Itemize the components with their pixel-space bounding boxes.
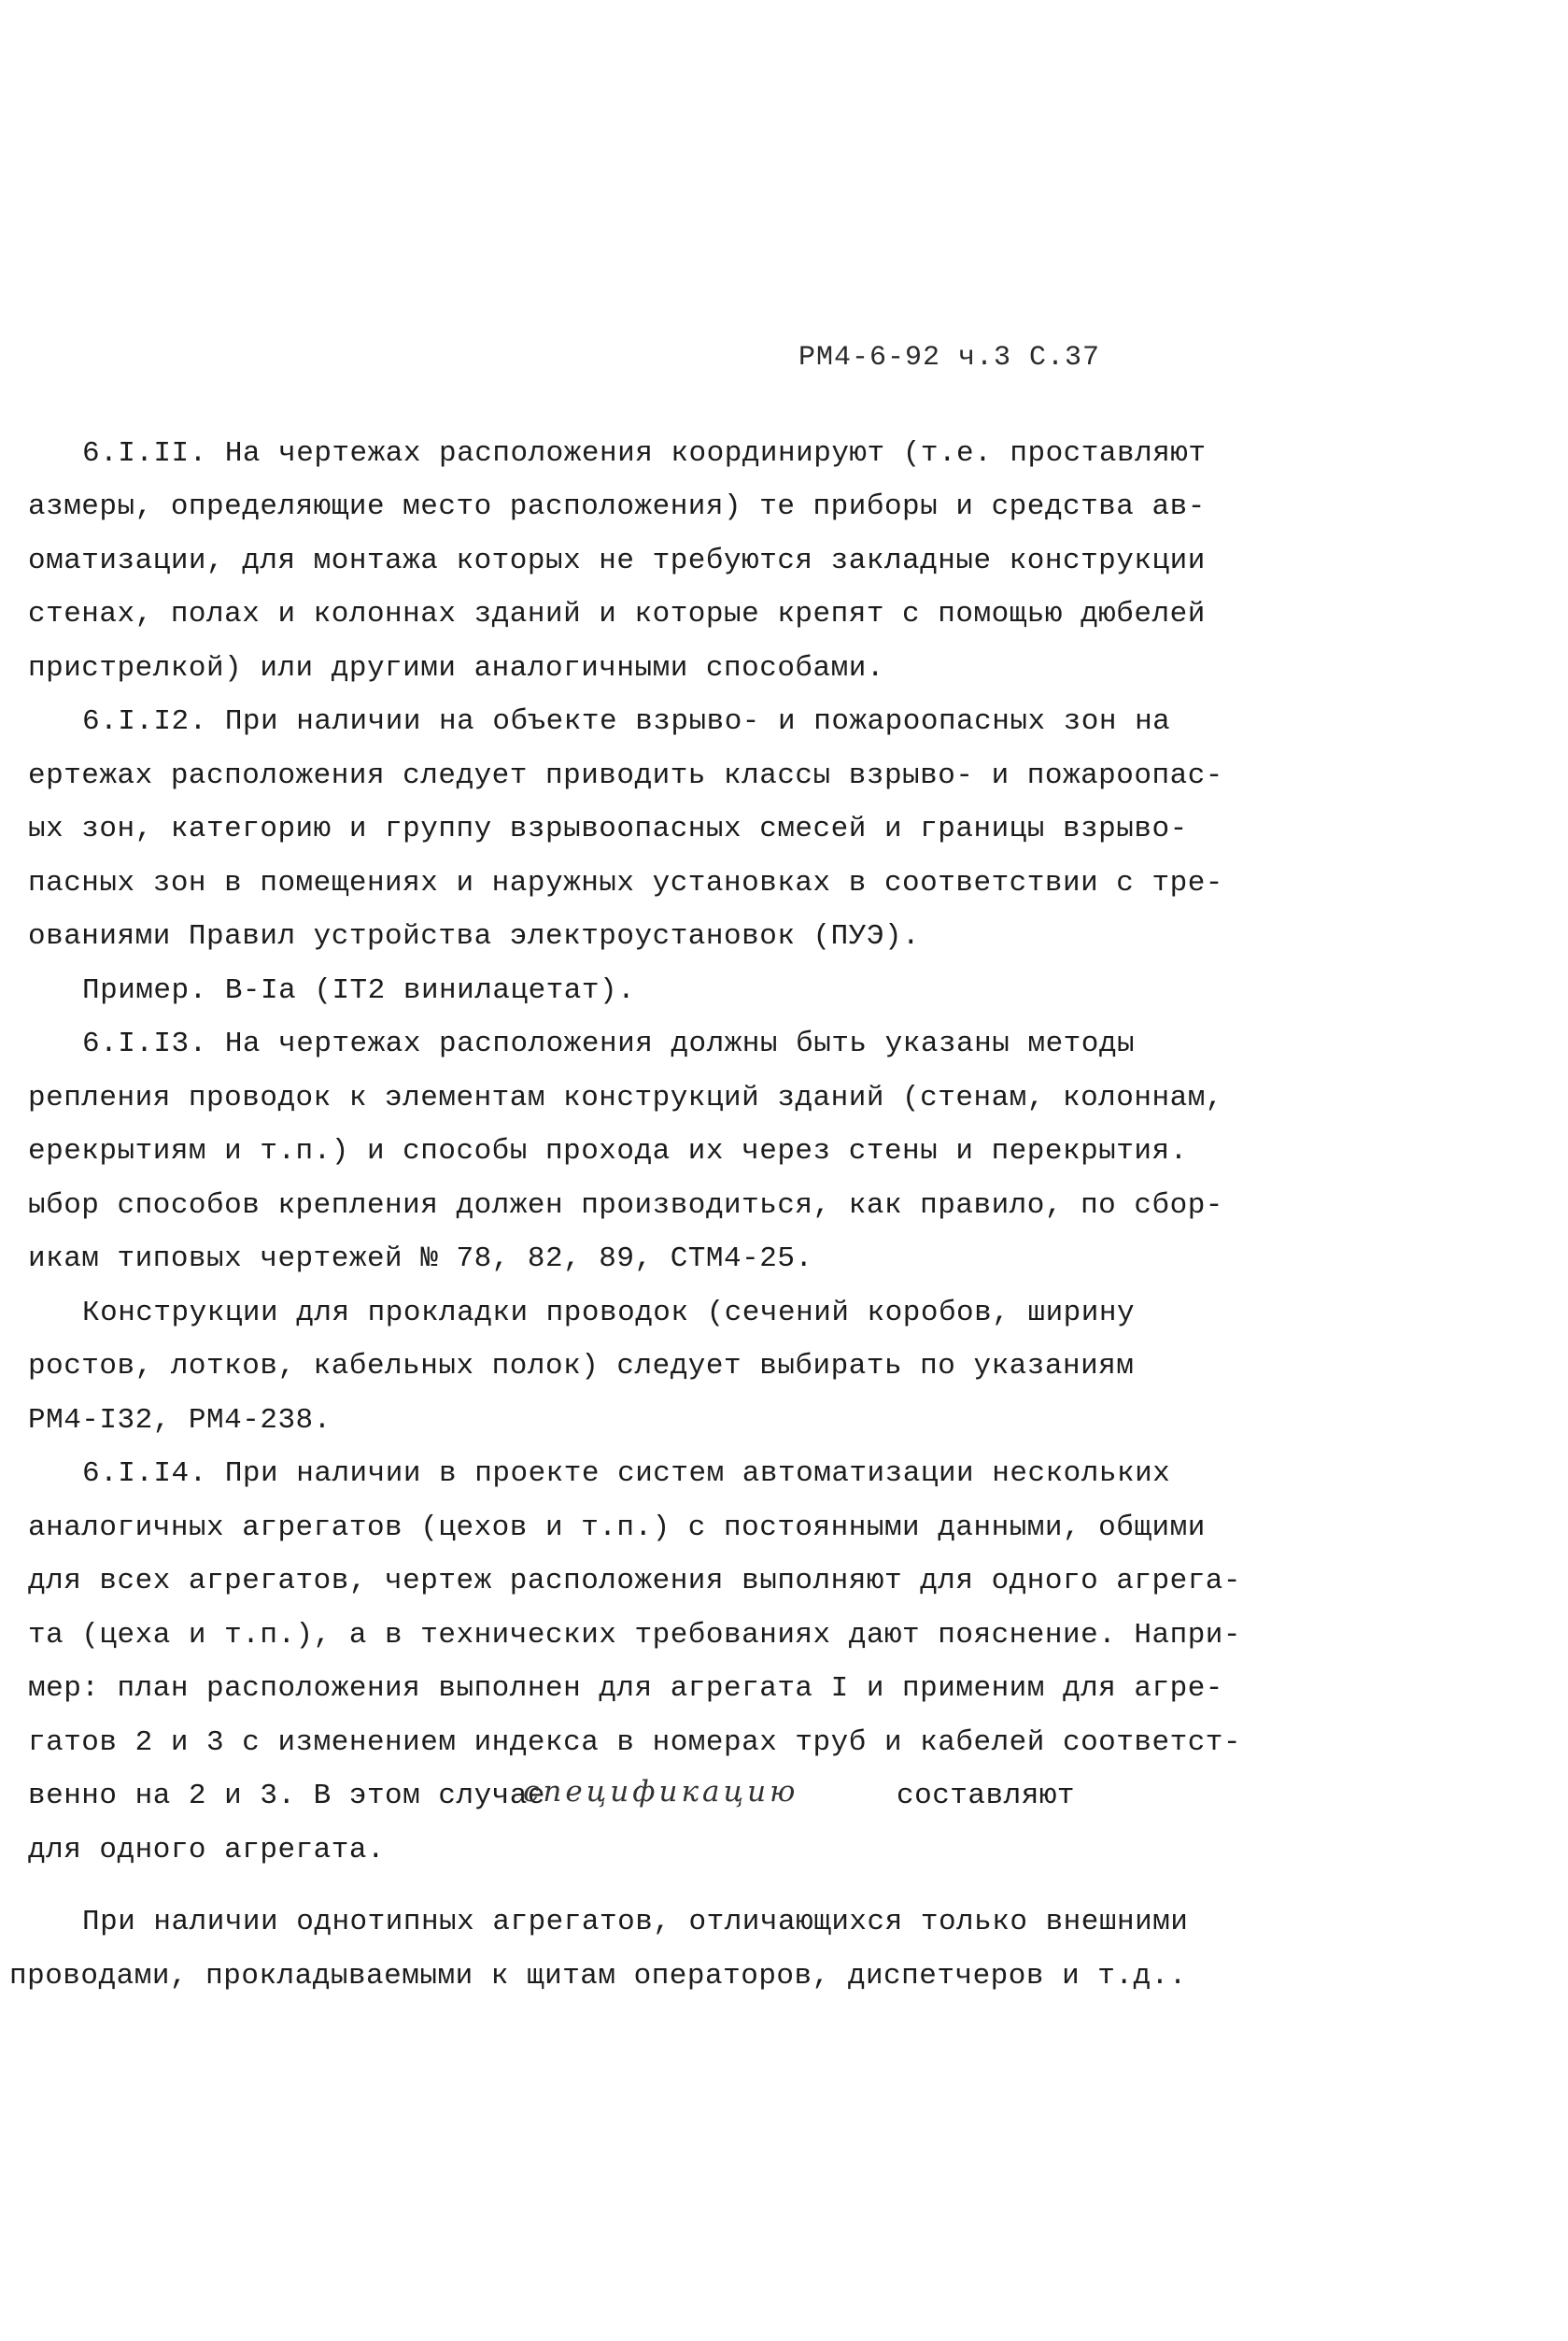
text-line: мер: план расположения выполнен для агрегата I и применим для агре- (28, 1672, 1223, 1705)
text-line: ованиями Правил устройства электроустановок (ПУЭ). (28, 920, 921, 953)
text-line: 6.I.I3. На чертежах расположения должны быть указаны методы (82, 1028, 1136, 1060)
text-line: проводами, прокладываемыми к щитам операторов, диспетчеров и т.д.. (9, 1960, 1187, 1993)
text-line: ертежах расположения следует приводить классы взрыво- и пожароопас- (28, 759, 1223, 792)
text-line: икам типовых чертежей № 78, 82, 89, СТМ4-25. (28, 1242, 813, 1275)
text-line: оматизации, для монтажа которых не требуются закладные конструкции (28, 545, 1206, 577)
text-line: репления проводок к элементам конструкций зданий (стенам, колоннам, (28, 1082, 1223, 1114)
text-line: 6.I.II. На чертежах расположения координируют (т.е. проставляют (82, 437, 1207, 470)
text-line: ерекрытиям и т.п.) и способы прохода их через стены и перекрытия. (28, 1135, 1188, 1168)
text-line: ыбор способов крепления должен производиться, как правило, по сбор- (28, 1189, 1223, 1222)
text-line: стенах, полах и колоннах зданий и которые крепят с помощью дюбелей (28, 598, 1206, 631)
text-line: РМ4-I32, РМ4-238. (28, 1404, 332, 1437)
text-line: пасных зон в помещениях и наружных установках в соответствии с тре- (28, 867, 1223, 900)
document-code: РМ4-6-92 ч.3 С.37 (798, 342, 1101, 374)
text-line: та (цеха и т.п.), а в технических требованиях дают пояснение. Напри- (28, 1619, 1242, 1652)
text-line: аналогичных агрегатов (цехов и т.п.) с постоянными данными, общими (28, 1511, 1206, 1544)
text-line: для всех агрегатов, чертеж расположения выполняют для одного агрега- (28, 1565, 1242, 1597)
text-line: При наличии однотипных агрегатов, отличающихся только внешними (82, 1906, 1189, 1938)
text-line: венно на 2 и 3. В этом случае (28, 1780, 545, 1812)
handwritten-word: спецификацию (523, 1775, 799, 1809)
text-line: Пример. В-Iа (IТ2 винилацетат). (82, 974, 636, 1007)
text-line: пристрелкой) или другими аналогичными способами. (28, 652, 884, 685)
text-line: 6.I.I4. При наличии в проекте систем автоматизации нескольких (82, 1457, 1171, 1490)
text-line: азмеры, определяющие место расположения) те приборы и средства ав- (28, 490, 1206, 523)
text-line: ых зон, категорию и группу взрывоопасных смесей и границы взрыво- (28, 813, 1188, 845)
text-line-tail: составляют (897, 1780, 1076, 1812)
text-line: ростов, лотков, кабельных полок) следует выбирать по указаниям (28, 1350, 1135, 1383)
text-line: гатов 2 и 3 с изменением индекса в номерах труб и кабелей соответст- (28, 1726, 1242, 1759)
text-line: Конструкции для прокладки проводок (сечений коробов, ширину (82, 1297, 1136, 1329)
text-line: 6.I.I2. При наличии на объекте взрыво- и пожароопасных зон на (82, 705, 1171, 738)
text-line: для одного агрегата. (28, 1834, 386, 1866)
